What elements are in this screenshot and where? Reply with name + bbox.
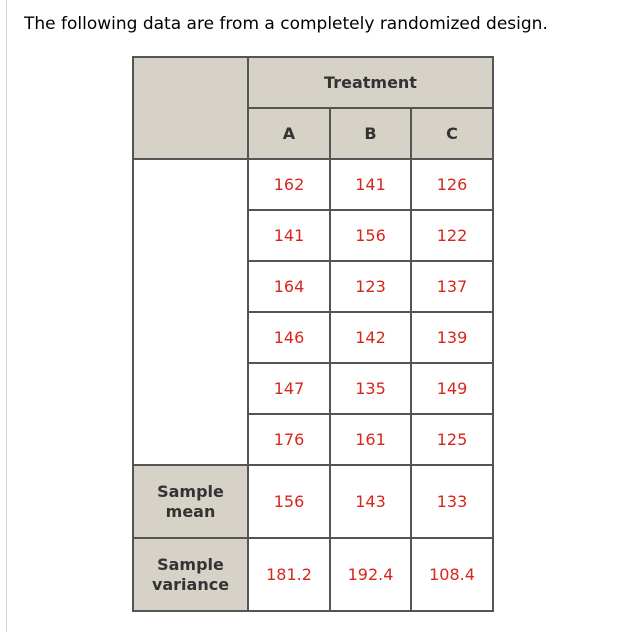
table-cell: 156 — [330, 210, 411, 261]
table-cell: 149 — [411, 363, 493, 414]
table-cell: 146 — [248, 312, 330, 363]
data-table — [132, 56, 494, 612]
sample-mean-label-line2: mean — [165, 501, 216, 521]
table-cell: 161 — [330, 414, 411, 465]
sample-variance-value: 192.4 — [330, 538, 411, 611]
table-cell: 147 — [248, 363, 330, 414]
table-cell: 125 — [411, 414, 493, 465]
sample-variance-value: 181.2 — [248, 538, 330, 611]
blank-row-label-cell — [133, 159, 248, 465]
corner-cell — [133, 57, 248, 159]
table-cell: 164 — [248, 261, 330, 312]
sample-mean-value: 156 — [248, 465, 330, 538]
sample-mean-value: 143 — [330, 465, 411, 538]
sample-variance-label-line1: Sample — [157, 554, 224, 574]
treatment-header-row — [133, 57, 493, 108]
sample-mean-label — [133, 465, 248, 538]
table-cell: 162 — [248, 159, 330, 210]
table-cell: 123 — [330, 261, 411, 312]
sample-variance-label-line2: variance — [151, 574, 230, 594]
sample-mean-row — [133, 465, 493, 538]
table-cell: 126 — [411, 159, 493, 210]
sample-mean-value: 133 — [411, 465, 493, 538]
sample-variance-label — [133, 538, 248, 611]
table-cell: 141 — [330, 159, 411, 210]
table-cell: 176 — [248, 414, 330, 465]
column-header-c: C — [411, 108, 493, 159]
table-cell: 141 — [248, 210, 330, 261]
left-border-rule — [6, 0, 7, 632]
sample-mean-label-line1: Sample — [157, 481, 224, 501]
column-header-b: B — [330, 108, 411, 159]
treatment-header: Treatment — [248, 57, 493, 108]
table-cell: 135 — [330, 363, 411, 414]
table-row — [133, 159, 493, 210]
sample-variance-value: 108.4 — [411, 538, 493, 611]
table-cell: 137 — [411, 261, 493, 312]
table-cell: 142 — [330, 312, 411, 363]
sample-variance-row — [133, 538, 493, 611]
table-cell: 122 — [411, 210, 493, 261]
column-header-a: A — [248, 108, 330, 159]
intro-text: The following data are from a completely randomized design. — [24, 14, 548, 34]
table-cell: 139 — [411, 312, 493, 363]
